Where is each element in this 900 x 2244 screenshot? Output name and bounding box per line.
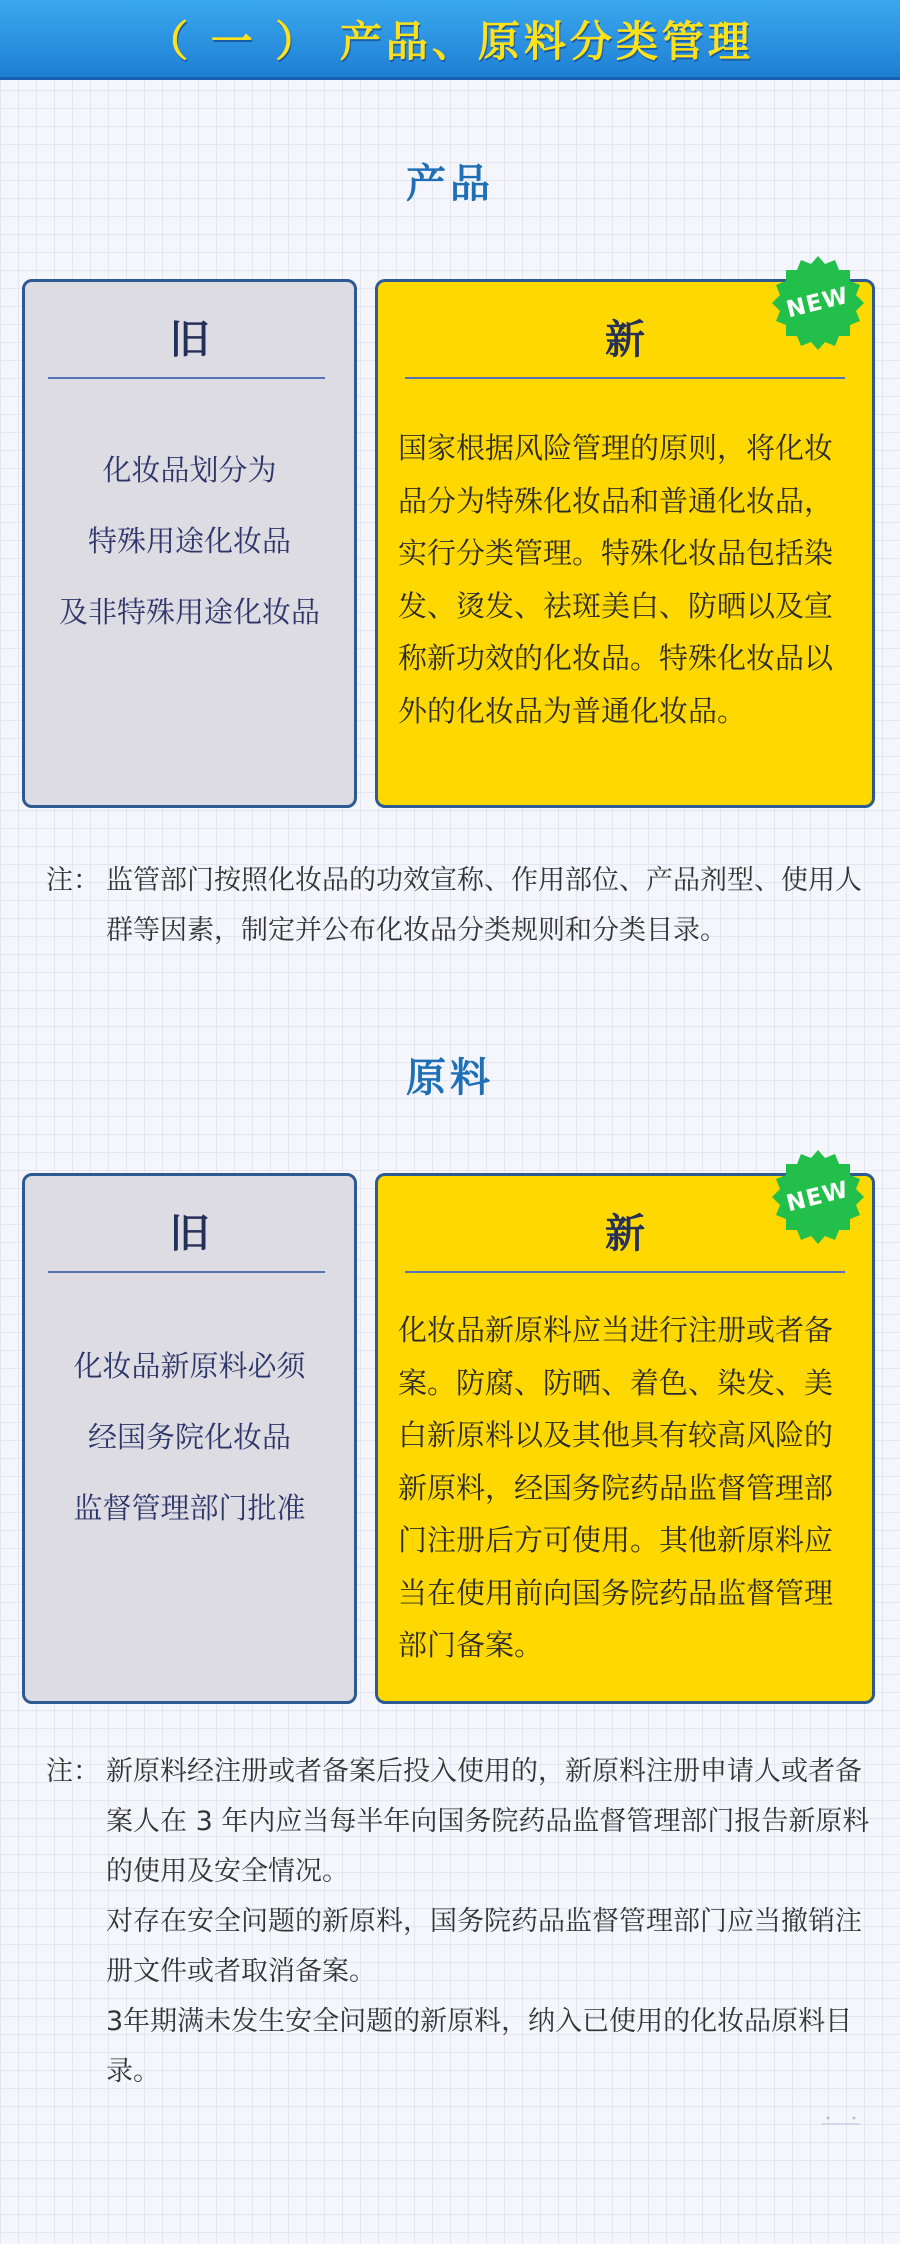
old-card-body bbox=[25, 1331, 354, 1544]
new-badge bbox=[769, 1148, 867, 1246]
new-card-heading: 新 bbox=[605, 317, 645, 363]
new-card-line: 部门备案。 bbox=[398, 1628, 544, 1662]
badge-text: NEW bbox=[784, 1176, 852, 1218]
old-card-line: 化妆品划分为 bbox=[102, 453, 277, 487]
section-title-product: 产品 bbox=[406, 161, 494, 207]
section-title-materials: 原料 bbox=[406, 1055, 494, 1101]
new-card-line: 称新功效的化妆品。特殊化妆品以 bbox=[398, 641, 834, 675]
old-card-body bbox=[25, 435, 354, 648]
note-materials bbox=[46, 1747, 876, 2097]
new-card-product bbox=[375, 279, 875, 808]
old-card-line: 及非特殊用途化妆品 bbox=[58, 595, 320, 629]
old-card-line: 监督管理部门批准 bbox=[73, 1491, 306, 1525]
note-label: 注： bbox=[46, 865, 100, 896]
badge-text: NEW bbox=[784, 282, 852, 324]
note-paragraph: 对存在安全问题的新原料，国务院药品监督管理部门应当撤销注册文件或者取消备案。 bbox=[106, 1906, 862, 1987]
new-card-line: 当在使用前向国务院药品监督管理 bbox=[398, 1575, 834, 1610]
corner-watermark-icon bbox=[820, 2112, 862, 2128]
note-paragraph: 新原料经注册或者备案后投入使用的，新原料注册申请人或者备案人在 3 年内应当每半年向国务院药品监督管理部门报告新原料的使用及安全情况。 bbox=[106, 1756, 870, 1887]
note-paragraph: 监管部门按照化妆品的功效宣称、作用部位、产品剂型、使用人群等因素，制定并公布化妆品分类规则和分类目录。 bbox=[106, 865, 862, 946]
new-card-line: 化妆品新原料应当进行注册或者备 bbox=[398, 1313, 834, 1347]
new-card-line: 国家根据风险管理的原则，将化妆 bbox=[398, 431, 834, 465]
new-card-line: 新原料，经国务院药品监督管理部 bbox=[398, 1470, 834, 1505]
old-card-line: 特殊用途化妆品 bbox=[87, 524, 291, 558]
divider bbox=[48, 1271, 325, 1273]
divider bbox=[48, 377, 325, 379]
note-paragraph: 3年期满未发生安全问题的新原料，纳入已使用的化妆品原料目录。 bbox=[106, 2006, 853, 2087]
new-card-line: 实行分类管理。特殊化妆品包括染 bbox=[398, 536, 834, 570]
new-card-line: 白新原料以及其他具有较高风险的 bbox=[398, 1418, 834, 1452]
new-card-body bbox=[398, 1304, 858, 1672]
old-card-heading: 旧 bbox=[169, 317, 210, 363]
divider bbox=[405, 377, 845, 379]
page-title: （ 一 ） 产品、原料分类管理 bbox=[146, 16, 754, 66]
old-card-materials bbox=[22, 1173, 357, 1704]
page-header bbox=[0, 0, 900, 80]
new-card-materials bbox=[375, 1173, 875, 1704]
old-card-line: 化妆品新原料必须 bbox=[73, 1349, 306, 1383]
new-card-line: 发、烫发、祛斑美白、防晒以及宣 bbox=[398, 588, 834, 623]
old-card-product bbox=[22, 279, 357, 808]
new-card-line: 外的化妆品为普通化妆品。 bbox=[398, 693, 747, 728]
divider bbox=[405, 1271, 845, 1273]
new-card-heading: 新 bbox=[605, 1211, 645, 1257]
note-product bbox=[46, 856, 876, 956]
note-label: 注： bbox=[46, 1756, 100, 1787]
new-card-line: 品分为特殊化妆品和普通化妆品， bbox=[398, 483, 834, 518]
new-badge bbox=[769, 254, 867, 352]
old-card-heading: 旧 bbox=[169, 1211, 210, 1257]
old-card-line: 经国务院化妆品 bbox=[87, 1420, 291, 1454]
new-card-body bbox=[398, 422, 858, 737]
new-card-line: 门注册后方可使用。其他新原料应 bbox=[398, 1523, 834, 1557]
new-card-line: 案。防腐、防晒、着色、染发、美 bbox=[398, 1365, 834, 1400]
